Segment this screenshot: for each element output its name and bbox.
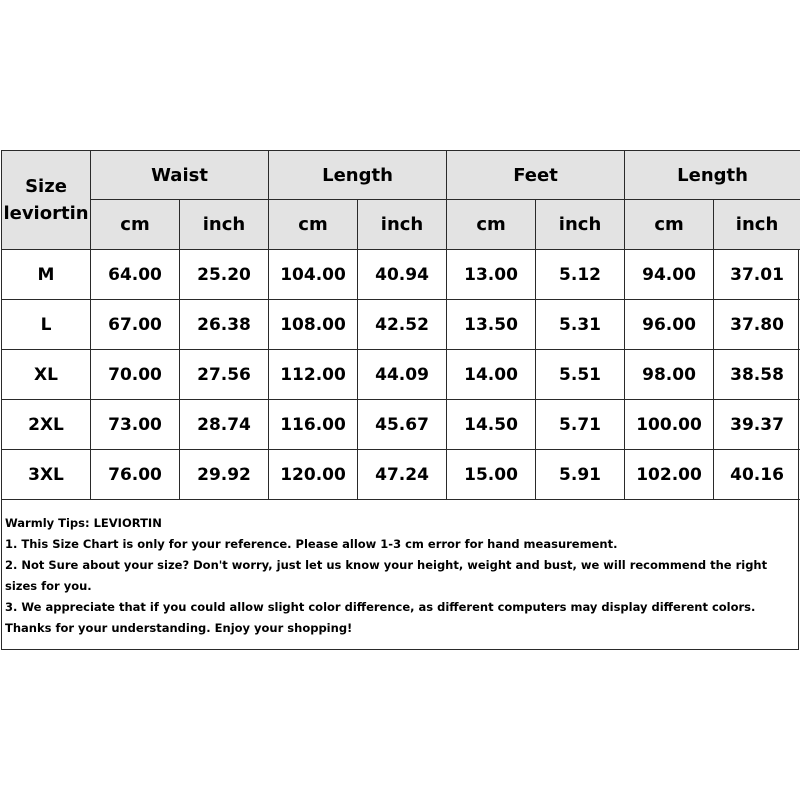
value-cell: 120.00 [269, 450, 358, 500]
header-row-groups [2, 151, 800, 200]
value-cell: 39.37 [714, 400, 800, 450]
value-cell: 102.00 [625, 450, 714, 500]
unit-header: inch [180, 200, 269, 250]
value-cell: 28.74 [180, 400, 269, 450]
value-cell: 5.31 [536, 300, 625, 350]
group-header-feet: Feet [447, 151, 625, 200]
value-cell: 73.00 [91, 400, 180, 450]
tip-line: Thanks for your understanding. Enjoy your shopping! [5, 621, 353, 635]
table-row [2, 300, 800, 350]
tips-section [5, 513, 795, 639]
value-cell: 5.71 [536, 400, 625, 450]
value-cell: 40.16 [714, 450, 800, 500]
unit-header: cm [447, 200, 536, 250]
value-cell: 42.52 [358, 300, 447, 350]
group-header-length: Length [269, 151, 447, 200]
value-cell: 96.00 [625, 300, 714, 350]
value-cell: 64.00 [91, 250, 180, 300]
value-cell: 14.00 [447, 350, 536, 400]
value-cell: 13.50 [447, 300, 536, 350]
tip-line: 1. This Size Chart is only for your reference. Please allow 1-3 cm error for hand measurement. [5, 537, 618, 551]
value-cell: 76.00 [91, 450, 180, 500]
corner-label-size: Size [25, 176, 67, 197]
value-cell: 37.80 [714, 300, 800, 350]
value-cell: 104.00 [269, 250, 358, 300]
value-cell: 112.00 [269, 350, 358, 400]
unit-header: cm [625, 200, 714, 250]
table-row [2, 350, 800, 400]
value-cell: 13.00 [447, 250, 536, 300]
group-header-waist: Waist [91, 151, 269, 200]
value-cell: 67.00 [91, 300, 180, 350]
table-row [2, 450, 800, 500]
value-cell: 38.58 [714, 350, 800, 400]
unit-header: cm [269, 200, 358, 250]
value-cell: 37.01 [714, 250, 800, 300]
table-row [2, 250, 800, 300]
unit-header: inch [714, 200, 800, 250]
tip-line: 2. Not Sure about your size? Don't worry, just let us know your height, weight and bust, we will recommend the right sizes for you. [5, 558, 768, 593]
value-cell: 116.00 [269, 400, 358, 450]
unit-header: inch [358, 200, 447, 250]
size-cell: XL [2, 350, 91, 400]
size-corner-header [2, 151, 91, 250]
tips-title: Warmly Tips: LEVIORTIN [5, 516, 162, 530]
size-cell: 2XL [2, 400, 91, 450]
unit-header: inch [536, 200, 625, 250]
value-cell: 40.94 [358, 250, 447, 300]
tip-line: 3. We appreciate that if you could allow slight color difference, as different computers may display different colors. [5, 600, 756, 614]
corner-label-brand: leviortin [3, 203, 89, 224]
value-cell: 98.00 [625, 350, 714, 400]
size-cell: L [2, 300, 91, 350]
value-cell: 5.91 [536, 450, 625, 500]
group-header-length-2: Length [625, 151, 800, 200]
header-row-units [2, 200, 800, 250]
value-cell: 14.50 [447, 400, 536, 450]
value-cell: 45.67 [358, 400, 447, 450]
size-table [1, 150, 800, 500]
value-cell: 44.09 [358, 350, 447, 400]
value-cell: 47.24 [358, 450, 447, 500]
value-cell: 5.12 [536, 250, 625, 300]
value-cell: 100.00 [625, 400, 714, 450]
value-cell: 108.00 [269, 300, 358, 350]
value-cell: 5.51 [536, 350, 625, 400]
value-cell: 26.38 [180, 300, 269, 350]
value-cell: 70.00 [91, 350, 180, 400]
value-cell: 94.00 [625, 250, 714, 300]
unit-header: cm [91, 200, 180, 250]
size-chart [1, 150, 799, 650]
value-cell: 27.56 [180, 350, 269, 400]
value-cell: 15.00 [447, 450, 536, 500]
size-cell: 3XL [2, 450, 91, 500]
value-cell: 29.92 [180, 450, 269, 500]
value-cell: 25.20 [180, 250, 269, 300]
table-row [2, 400, 800, 450]
size-cell: M [2, 250, 91, 300]
